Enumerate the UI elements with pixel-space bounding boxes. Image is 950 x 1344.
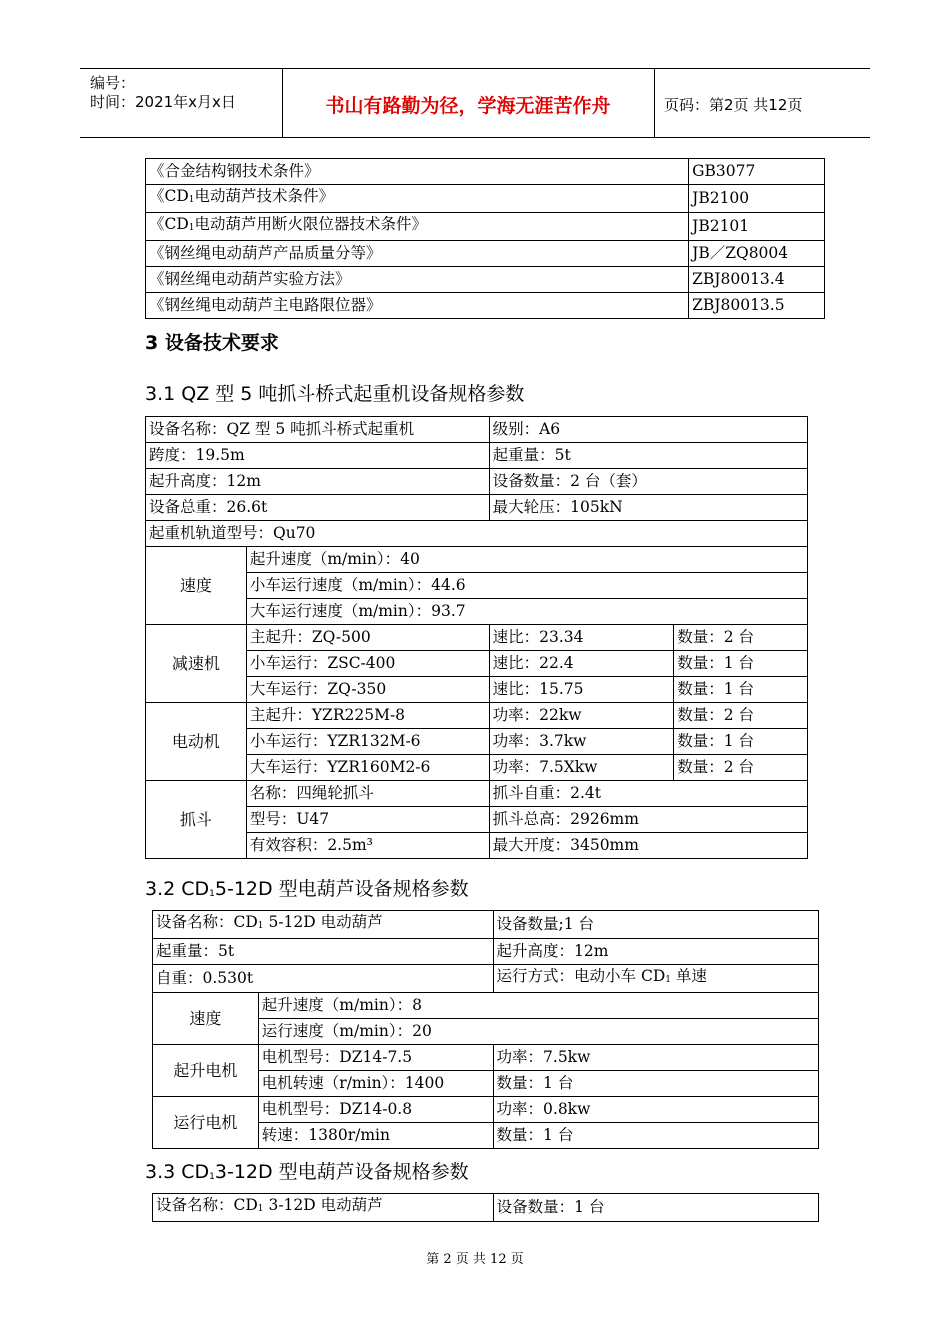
motor-qty: 数量：2 台 — [674, 703, 808, 729]
reducer-qty: 数量：2 台 — [674, 625, 808, 651]
table-row — [153, 1045, 819, 1071]
motor-qty: 数量：2 台 — [674, 755, 808, 781]
motor-power: 功率：7.5Xkw — [489, 755, 674, 781]
equipment-name: 设备名称：$CD_1$ 3-12D 电动葫芦 — [153, 1194, 494, 1222]
standard-name: 《钢丝绳电动葫芦主电路限位器》 — [146, 293, 689, 319]
speed-value: 小车运行速度（m/min）：44.6 — [246, 573, 807, 599]
header-motto-cell — [282, 69, 655, 137]
equipment-quantity: 设备数量：1 台 — [493, 1194, 818, 1222]
table-row — [153, 965, 819, 993]
reducer-model: 小车运行：ZSC-400 — [246, 651, 489, 677]
operation-mode: 运行方式：电动小车 $CD_1$ 单速 — [493, 965, 818, 993]
motor-spec: 电机转速（r/min）：1400 — [258, 1071, 493, 1097]
motor-model: 小车运行：YZR132M-6 — [246, 729, 489, 755]
table-row — [146, 241, 825, 267]
page-code: 页码：第2页 共12页 — [664, 96, 803, 114]
reducer-ratio: 速比：15.75 — [489, 677, 674, 703]
standard-name: 《合金结构钢技术条件》 — [146, 159, 689, 185]
motor-spec: 功率：0.8kw — [493, 1097, 818, 1123]
number-label: 编号： — [90, 74, 136, 92]
hoist-5t-spec-table — [152, 910, 819, 1149]
table-row — [146, 781, 808, 807]
standards-table — [145, 158, 825, 319]
table-row — [146, 267, 825, 293]
motor-model: 大车运行：YZR160M2-6 — [246, 755, 489, 781]
table-row — [146, 547, 808, 573]
standard-name: 《钢丝绳电动葫芦实验方法》 — [146, 267, 689, 293]
span: 跨度：19.5m — [146, 443, 490, 469]
table-row — [146, 521, 808, 547]
time-label: 时间：2021年x月x日 — [90, 93, 236, 111]
reducer-label: 减速机 — [146, 625, 247, 703]
table-row — [153, 993, 819, 1019]
max-wheel-load: 最大轮压：105kN — [489, 495, 807, 521]
table-row — [146, 625, 808, 651]
table-row — [146, 495, 808, 521]
header-meta — [80, 69, 283, 137]
lifting-height: 起升高度：12m — [146, 469, 490, 495]
motor-spec: 数量：1 台 — [493, 1123, 818, 1149]
speed-value: 大车运行速度（m/min）：93.7 — [246, 599, 807, 625]
standard-code: GB3077 — [689, 159, 825, 185]
reducer-model: 主起升：ZQ-500 — [246, 625, 489, 651]
page-header — [80, 68, 870, 138]
grab-spec: 型号：U47 — [246, 807, 489, 833]
rail-type: 起重机轨道型号：Qu70 — [146, 521, 808, 547]
standard-code: JB2101 — [689, 213, 825, 241]
motor-label: 电动机 — [146, 703, 247, 781]
reducer-ratio: 速比：22.4 — [489, 651, 674, 677]
section-3-2-heading: 3.2 $CD_15-12D$ 型电葫芦设备规格参数 — [145, 878, 469, 900]
equipment-quantity: 设备数量;1 台 — [493, 911, 818, 939]
reducer-qty: 数量：1 台 — [674, 677, 808, 703]
motor-power: 功率：22kw — [489, 703, 674, 729]
grab-spec: 名称：四绳轮抓斗 — [246, 781, 489, 807]
header-motto: 书山有路勤为径，学海无涯苦作舟 — [325, 95, 611, 117]
lifting-capacity: 起重量：5t — [153, 939, 494, 965]
reducer-qty: 数量：1 台 — [674, 651, 808, 677]
motor-spec: 转速：1380r/min — [258, 1123, 493, 1149]
lifting-capacity: 起重量：5t — [489, 443, 807, 469]
standard-name: 《$CD_1$电动葫芦技术条件》 — [146, 185, 689, 213]
crane-spec-table — [145, 416, 808, 859]
motor-spec: 功率：7.5kw — [493, 1045, 818, 1071]
standard-code: JB／ZQ8004 — [689, 241, 825, 267]
speed-label: 速度 — [153, 993, 259, 1045]
motor-spec: 数量：1 台 — [493, 1071, 818, 1097]
table-row — [146, 703, 808, 729]
standard-code: JB2100 — [689, 185, 825, 213]
standard-name: 《钢丝绳电动葫芦产品质量分等》 — [146, 241, 689, 267]
speed-value: 起升速度（m/min）：8 — [258, 993, 818, 1019]
equipment-name: 设备名称：QZ 型 5 吨抓斗桥式起重机 — [146, 417, 490, 443]
table-row — [146, 185, 825, 213]
section-3-3-heading: 3.3 $CD_13-12D$ 型电葫芦设备规格参数 — [145, 1161, 469, 1183]
standard-code: ZBJ80013.4 — [689, 267, 825, 293]
table-row — [153, 1194, 819, 1222]
reducer-model: 大车运行：ZQ-350 — [246, 677, 489, 703]
self-weight: 自重：0.530t — [153, 965, 494, 993]
table-row — [153, 1097, 819, 1123]
lifting-height: 起升高度：12m — [493, 939, 818, 965]
hoist-3t-spec-table — [152, 1193, 819, 1222]
motor-power: 功率：3.7kw — [489, 729, 674, 755]
table-row — [146, 159, 825, 185]
table-row — [153, 911, 819, 939]
speed-value: 起升速度（m/min）：40 — [246, 547, 807, 573]
standard-name: 《$CD_1$电动葫芦用断火限位器技术条件》 — [146, 213, 689, 241]
equipment-name: 设备名称：$CD_1$ 5-12D 电动葫芦 — [153, 911, 494, 939]
table-row — [153, 939, 819, 965]
section-3-heading: 3 设备技术要求 — [145, 332, 279, 354]
grab-spec: 抓斗总高：2926mm — [489, 807, 807, 833]
lift-motor-label: 起升电机 — [153, 1045, 259, 1097]
reducer-ratio: 速比：23.34 — [489, 625, 674, 651]
table-row — [146, 443, 808, 469]
speed-label: 速度 — [146, 547, 247, 625]
table-row — [146, 293, 825, 319]
motor-qty: 数量：1 台 — [674, 729, 808, 755]
motor-spec: 电机型号：DZ14-0.8 — [258, 1097, 493, 1123]
table-row — [146, 417, 808, 443]
run-motor-label: 运行电机 — [153, 1097, 259, 1149]
grade: 级别：A6 — [489, 417, 807, 443]
speed-value: 运行速度（m/min）：20 — [258, 1019, 818, 1045]
motor-model: 主起升：YZR225M-8 — [246, 703, 489, 729]
grab-spec: 最大开度：3450mm — [489, 833, 807, 859]
header-page-cell — [654, 69, 870, 137]
standard-code: ZBJ80013.5 — [689, 293, 825, 319]
total-weight: 设备总重：26.6t — [146, 495, 490, 521]
equipment-quantity: 设备数量：2 台（套） — [489, 469, 807, 495]
table-row — [146, 469, 808, 495]
section-3-1-heading: 3.1 QZ 型 5 吨抓斗桥式起重机设备规格参数 — [145, 383, 525, 405]
table-row — [146, 213, 825, 241]
grab-spec: 抓斗自重：2.4t — [489, 781, 807, 807]
page-footer: 第 2 页 共 12 页 — [426, 1252, 524, 1267]
grab-label: 抓斗 — [146, 781, 247, 859]
grab-spec: 有效容积：2.5m³ — [246, 833, 489, 859]
motor-spec: 电机型号：DZ14-7.5 — [258, 1045, 493, 1071]
